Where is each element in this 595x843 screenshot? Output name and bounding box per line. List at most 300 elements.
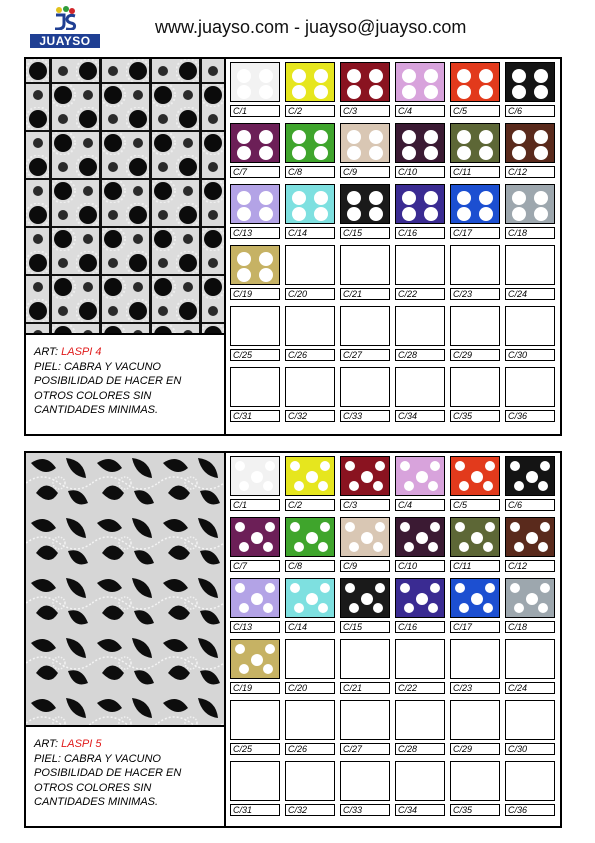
color-code-label: C/34 — [395, 410, 445, 422]
color-swatch-cell — [230, 245, 280, 300]
color-swatch-cell — [505, 123, 555, 178]
color-code-label: C/25 — [230, 743, 280, 755]
color-code-label: C/34 — [395, 804, 445, 816]
color-code-label: C/2 — [285, 105, 335, 117]
color-swatch-cell — [505, 245, 555, 300]
color-swatch — [395, 245, 445, 285]
color-swatch — [505, 184, 555, 224]
perforation-hole — [540, 522, 550, 532]
perforation-hole — [402, 207, 416, 221]
perforation-hole — [265, 461, 275, 471]
perforation-hole — [259, 85, 273, 99]
perforation-hole — [373, 481, 383, 491]
color-swatch — [340, 700, 390, 740]
perforation-hole — [263, 603, 273, 613]
color-swatch — [285, 639, 335, 679]
color-swatch-cell — [450, 184, 500, 239]
perforation-hole — [514, 481, 524, 491]
perforation-hole — [512, 69, 526, 83]
perforation-hole — [416, 471, 428, 483]
color-swatch-cell — [505, 761, 555, 816]
perforation-hole — [416, 593, 428, 605]
perforation-hole — [526, 471, 538, 483]
perforation-hole — [471, 471, 483, 483]
perforation-hole — [375, 461, 385, 471]
perforation-hole — [345, 583, 355, 593]
color-swatch-cell — [340, 578, 390, 633]
perforation-hole — [347, 130, 361, 144]
perforation-hole — [424, 69, 438, 83]
color-swatch — [450, 761, 500, 801]
color-swatch — [505, 123, 555, 163]
color-code-label: C/20 — [285, 288, 335, 300]
color-swatch — [450, 517, 500, 557]
color-code-label: C/27 — [340, 743, 390, 755]
perforation-hole — [404, 603, 414, 613]
color-swatch — [450, 456, 500, 496]
perforation-hole — [510, 522, 520, 532]
color-code-label: C/7 — [230, 560, 280, 572]
perforation-hole — [237, 146, 251, 160]
perforation-hole — [369, 191, 383, 205]
perforation-hole — [375, 583, 385, 593]
perforation-hole — [314, 85, 328, 99]
color-swatch-cell — [505, 306, 555, 361]
color-swatch — [395, 456, 445, 496]
perforation-hole — [404, 542, 414, 552]
laspi-5-leather-photo — [26, 453, 224, 727]
color-swatch-cell — [395, 184, 445, 239]
color-code-label: C/4 — [395, 499, 445, 511]
perforation-hole — [259, 207, 273, 221]
color-swatch — [505, 456, 555, 496]
perforation-hole — [345, 461, 355, 471]
color-code-label: C/24 — [505, 682, 555, 694]
color-code-label: C/15 — [340, 621, 390, 633]
perforation-hole — [306, 593, 318, 605]
color-swatch — [340, 62, 390, 102]
info-line-4: CANTIDADES MINIMAS. — [34, 404, 159, 416]
perforation-hole — [534, 191, 548, 205]
perforation-hole — [292, 130, 306, 144]
color-swatch — [340, 578, 390, 618]
perforation-hole — [534, 207, 548, 221]
color-code-label: C/33 — [340, 804, 390, 816]
perforation-hole — [369, 146, 383, 160]
color-swatch-cell — [230, 456, 280, 511]
color-code-label: C/3 — [340, 499, 390, 511]
color-swatch-cell — [450, 62, 500, 117]
info-line-2: POSIBILIDAD DE HACER EN — [34, 767, 182, 779]
perforation-hole — [259, 146, 273, 160]
perforation-hole — [459, 542, 469, 552]
perforation-hole — [479, 130, 493, 144]
perforation-hole — [369, 207, 383, 221]
color-swatch — [450, 306, 500, 346]
perforation-hole — [457, 191, 471, 205]
perforation-hole — [424, 191, 438, 205]
perforation-hole — [265, 644, 275, 654]
perforation-hole — [314, 207, 328, 221]
color-code-label: C/19 — [230, 288, 280, 300]
color-swatch-cell — [505, 517, 555, 572]
perforation-hole — [424, 207, 438, 221]
perforation-hole — [235, 461, 245, 471]
color-swatch — [230, 517, 280, 557]
brand-name: JUAYSO — [30, 34, 100, 48]
perforation-hole — [292, 207, 306, 221]
perforation-hole — [292, 69, 306, 83]
color-swatch — [450, 639, 500, 679]
perforation-hole — [320, 583, 330, 593]
perforation-hole — [345, 522, 355, 532]
perforation-hole — [349, 481, 359, 491]
perforation-hole — [483, 481, 493, 491]
info-line-3: OTROS COLORES SIN — [34, 389, 152, 402]
perforation-hole — [479, 191, 493, 205]
color-code-label: C/9 — [340, 560, 390, 572]
color-code-label: C/26 — [285, 349, 335, 361]
color-swatch-cell — [395, 578, 445, 633]
color-swatch — [285, 456, 335, 496]
art-label: ART: — [34, 738, 59, 750]
perforation-hole — [430, 522, 440, 532]
color-swatch-cell — [450, 639, 500, 694]
color-code-label: C/32 — [285, 804, 335, 816]
perforation-hole — [457, 85, 471, 99]
color-swatch-cell — [285, 700, 335, 755]
color-swatch-cell — [450, 367, 500, 422]
color-swatch-cell — [230, 517, 280, 572]
perforation-hole — [239, 603, 249, 613]
color-swatch — [450, 367, 500, 407]
color-swatch — [505, 517, 555, 557]
color-code-label: C/29 — [450, 743, 500, 755]
art-label: ART: — [34, 346, 59, 358]
perforation-hole — [512, 85, 526, 99]
perforation-hole — [314, 191, 328, 205]
perforation-hole — [400, 461, 410, 471]
perforation-hole — [424, 146, 438, 160]
perforation-hole — [430, 583, 440, 593]
color-swatch — [230, 123, 280, 163]
color-swatch — [340, 456, 390, 496]
color-code-label: C/23 — [450, 288, 500, 300]
color-code-label: C/6 — [505, 499, 555, 511]
color-swatch — [505, 700, 555, 740]
color-swatch — [230, 456, 280, 496]
color-swatch — [395, 306, 445, 346]
color-code-label: C/2 — [285, 499, 335, 511]
color-swatch — [450, 123, 500, 163]
perforation-hole — [510, 461, 520, 471]
perforation-hole — [318, 542, 328, 552]
color-code-label: C/17 — [450, 227, 500, 239]
perforation-hole — [540, 583, 550, 593]
info-line-3: OTROS COLORES SIN — [34, 781, 152, 794]
perforation-hole — [361, 532, 373, 544]
perforation-hole — [400, 522, 410, 532]
perforation-hole — [306, 471, 318, 483]
perforation-hole — [512, 207, 526, 221]
perforation-hole — [237, 130, 251, 144]
perforation-hole — [424, 130, 438, 144]
color-code-label: C/35 — [450, 804, 500, 816]
color-swatch — [340, 639, 390, 679]
js-logo-mark-icon — [52, 6, 78, 30]
color-swatch-cell — [285, 761, 335, 816]
color-code-label: C/19 — [230, 682, 280, 694]
color-swatch — [340, 761, 390, 801]
perforation-hole — [512, 191, 526, 205]
perforation-hole — [251, 654, 263, 666]
perforation-hole — [290, 583, 300, 593]
color-code-label: C/36 — [505, 410, 555, 422]
color-swatch — [285, 184, 335, 224]
perforation-hole — [263, 481, 273, 491]
perforation-hole — [237, 207, 251, 221]
color-code-label: C/10 — [395, 560, 445, 572]
color-swatch-cell — [340, 761, 390, 816]
perforation-hole — [459, 603, 469, 613]
color-code-label: C/17 — [450, 621, 500, 633]
color-swatch-cell — [340, 184, 390, 239]
color-swatch-cell — [230, 639, 280, 694]
color-swatch-cell — [340, 456, 390, 511]
perforation-hole — [263, 664, 273, 674]
color-code-label: C/9 — [340, 166, 390, 178]
color-swatch — [230, 639, 280, 679]
color-swatch-cell — [230, 62, 280, 117]
perforation-hole — [457, 69, 471, 83]
color-code-label: C/18 — [505, 621, 555, 633]
color-code-label: C/3 — [340, 105, 390, 117]
perforation-hole — [514, 603, 524, 613]
color-swatch-cell — [230, 367, 280, 422]
color-code-label: C/24 — [505, 288, 555, 300]
color-swatch-cell — [450, 700, 500, 755]
perforation-hole — [239, 542, 249, 552]
color-code-label: C/4 — [395, 105, 445, 117]
perforation-hole — [526, 593, 538, 605]
contact-line: www.juayso.com - juayso@juayso.com — [155, 17, 467, 37]
color-swatch — [505, 761, 555, 801]
color-swatch — [395, 123, 445, 163]
perforation-hole — [430, 461, 440, 471]
perforation-hole — [479, 69, 493, 83]
info-line-1: PIEL: CABRA Y VACUNO — [34, 360, 161, 373]
color-swatch — [450, 62, 500, 102]
color-swatch-cell — [505, 456, 555, 511]
perforation-hole — [534, 69, 548, 83]
perforation-hole — [237, 268, 251, 282]
perforation-hole — [347, 146, 361, 160]
color-code-label: C/31 — [230, 804, 280, 816]
color-code-label: C/1 — [230, 499, 280, 511]
color-code-label: C/5 — [450, 105, 500, 117]
color-swatch-cell — [505, 367, 555, 422]
perforation-hole — [294, 542, 304, 552]
perforation-hole — [237, 69, 251, 83]
perforation-hole — [428, 603, 438, 613]
color-swatch — [395, 367, 445, 407]
color-code-label: C/13 — [230, 621, 280, 633]
juayso-logo — [30, 6, 100, 48]
color-swatch-cell — [340, 367, 390, 422]
perforation-hole — [318, 603, 328, 613]
perforation-hole — [237, 85, 251, 99]
color-code-label: C/23 — [450, 682, 500, 694]
color-code-label: C/8 — [285, 560, 335, 572]
color-code-label: C/15 — [340, 227, 390, 239]
color-code-label: C/16 — [395, 227, 445, 239]
color-code-label: C/20 — [285, 682, 335, 694]
color-swatch-cell — [450, 245, 500, 300]
color-swatch — [285, 306, 335, 346]
perforation-hole — [318, 481, 328, 491]
color-swatch-cell — [230, 184, 280, 239]
perforation-hole — [251, 593, 263, 605]
product-section-laspi-5 — [24, 451, 562, 828]
perforation-hole — [292, 85, 306, 99]
perforation-hole — [402, 130, 416, 144]
perforation-hole — [237, 252, 251, 266]
color-code-label: C/11 — [450, 560, 500, 572]
perforation-hole — [347, 85, 361, 99]
color-swatch — [285, 761, 335, 801]
color-swatch — [505, 367, 555, 407]
color-code-label: C/36 — [505, 804, 555, 816]
perforation-hole — [510, 583, 520, 593]
perforation-hole — [294, 481, 304, 491]
color-code-label: C/30 — [505, 743, 555, 755]
color-swatch — [450, 578, 500, 618]
perforation-hole — [457, 146, 471, 160]
perforation-hole — [314, 130, 328, 144]
color-swatch — [230, 367, 280, 407]
laspi-4-description — [26, 333, 224, 434]
perforation-hole — [292, 146, 306, 160]
color-swatch-cell — [230, 123, 280, 178]
color-swatch-cell — [285, 306, 335, 361]
perforation-hole — [514, 542, 524, 552]
color-code-label: C/14 — [285, 621, 335, 633]
color-swatch-cell — [285, 639, 335, 694]
section-divider — [224, 59, 226, 434]
color-code-label: C/16 — [395, 621, 445, 633]
art-name: LASPI 5 — [61, 738, 102, 750]
perforation-hole — [347, 69, 361, 83]
color-swatch — [285, 700, 335, 740]
color-swatch — [230, 578, 280, 618]
color-swatch-cell — [395, 245, 445, 300]
color-code-label: C/8 — [285, 166, 335, 178]
color-swatch-cell — [340, 62, 390, 117]
perforation-hole — [263, 542, 273, 552]
perforation-hole — [428, 481, 438, 491]
color-swatch-cell — [285, 123, 335, 178]
color-swatch-cell — [395, 62, 445, 117]
color-code-label: C/28 — [395, 349, 445, 361]
perforation-hole — [402, 69, 416, 83]
color-code-label: C/18 — [505, 227, 555, 239]
color-code-label: C/10 — [395, 166, 445, 178]
perforation-hole — [402, 85, 416, 99]
color-swatch — [340, 123, 390, 163]
color-code-label: C/12 — [505, 166, 555, 178]
perforation-hole — [320, 461, 330, 471]
perforation-hole — [538, 481, 548, 491]
perforation-hole — [265, 583, 275, 593]
color-swatch — [395, 62, 445, 102]
perforation-hole — [483, 603, 493, 613]
perforation-hole — [400, 583, 410, 593]
perforation-hole — [373, 603, 383, 613]
perforation-hole — [314, 146, 328, 160]
perforation-hole — [259, 252, 273, 266]
perforation-hole — [485, 522, 495, 532]
color-swatch — [395, 761, 445, 801]
color-swatch — [395, 184, 445, 224]
color-code-label: C/6 — [505, 105, 555, 117]
color-swatch — [230, 761, 280, 801]
perforation-hole — [235, 522, 245, 532]
color-swatch-cell — [285, 517, 335, 572]
perforation-hole — [347, 207, 361, 221]
color-swatch — [505, 62, 555, 102]
color-code-label: C/29 — [450, 349, 500, 361]
perforation-hole — [320, 522, 330, 532]
perforation-hole — [479, 207, 493, 221]
perforation-hole — [292, 191, 306, 205]
perforation-hole — [373, 542, 383, 552]
color-swatch-cell — [395, 639, 445, 694]
color-code-label: C/7 — [230, 166, 280, 178]
color-swatch — [340, 517, 390, 557]
color-swatch-cell — [285, 62, 335, 117]
color-swatch-cell — [340, 245, 390, 300]
color-swatch-cell — [230, 761, 280, 816]
perforation-hole — [538, 603, 548, 613]
color-swatch-cell — [340, 306, 390, 361]
color-swatch — [285, 62, 335, 102]
color-swatch — [395, 700, 445, 740]
color-code-label: C/22 — [395, 682, 445, 694]
color-swatch — [340, 184, 390, 224]
color-swatch-cell — [450, 306, 500, 361]
perforation-hole — [416, 532, 428, 544]
color-swatch-cell — [450, 578, 500, 633]
color-swatch — [285, 578, 335, 618]
perforation-hole — [259, 268, 273, 282]
perforation-hole — [538, 542, 548, 552]
art-name: LASPI 4 — [61, 346, 102, 358]
perforation-hole — [375, 522, 385, 532]
perforation-hole — [251, 532, 263, 544]
color-swatch — [505, 639, 555, 679]
color-code-label: C/12 — [505, 560, 555, 572]
color-swatch — [340, 367, 390, 407]
perforation-hole — [314, 69, 328, 83]
color-swatch-cell — [285, 245, 335, 300]
color-swatch-cell — [340, 123, 390, 178]
color-swatch-cell — [285, 367, 335, 422]
color-code-label: C/28 — [395, 743, 445, 755]
perforation-hole — [485, 461, 495, 471]
perforation-hole — [479, 85, 493, 99]
color-code-label: C/35 — [450, 410, 500, 422]
perforation-hole — [239, 481, 249, 491]
